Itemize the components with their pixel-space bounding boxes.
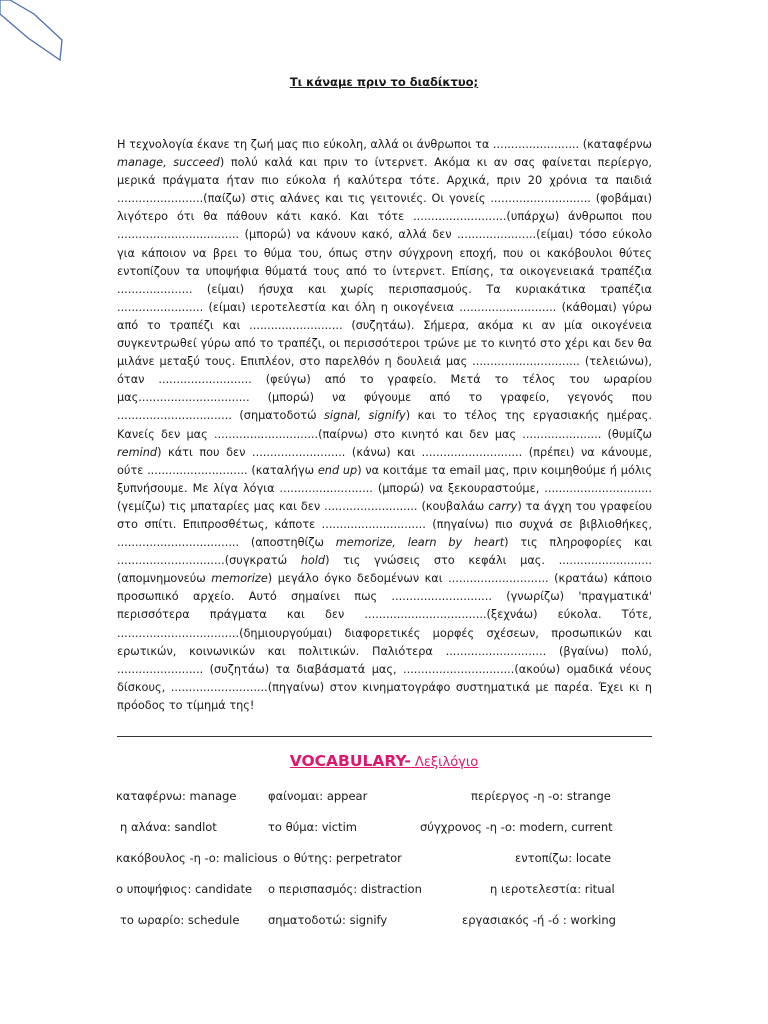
passage-italic-gloss: signal, signify [324,409,406,423]
vocab-item: ο περισπασμός: distraction [268,882,422,896]
passage-italic-gloss: memorize, learn by heart [335,536,505,550]
section-divider [117,736,652,737]
vocabulary-heading [0,752,768,770]
vocab-item: περίεργος -η -ο: strange [471,789,611,803]
passage-text: ) τα άγχη του γραφείου στο σπίτι. Επιπροσθέτως, κάποτε ............................. (πηγαίνω) πιο συχνά σε βιβλιοθήκες, .................................. (αποστηθίζω [117,499,652,550]
vocab-item: σύγχρονος -η -ο: modern, current [420,820,613,834]
vocab-item: εργασιακός -ή -ό : working [462,913,616,927]
passage-italic-gloss: hold [300,554,326,568]
passage-italic-gloss: end up [317,463,358,477]
vocab-row [0,882,768,898]
passage-text: ) να κοιτάμε τα email μας, πριν κοιμηθούμε ή μόλις ξυπνήσουμε. Με λίγα λόγια .......................... (μπορώ) να ξεκουραστούμε, .............................. (γεμίζω) τις μπαταρίες μας και δεν .......................... (κουβαλάω [117,463,652,513]
passage-text: ) και το τέλος της εργασιακής ημέρας. Κανείς δεν μας .............................(παίρνω) στο κινητό και δεν μας ...................... (θυμίζω [117,409,652,441]
vocab-item: η αλάνα: sandlot [120,820,217,834]
page-corner-arrow-shape [0,0,70,70]
vocabulary-subtitle: Λεξιλόγιο [410,755,479,770]
passage-text: ) μεγάλο όγκο δεδομένων και ............................ (κρατάω) κάποιο προσωπικό αρχείο. Αυτό σημαίνει πως ............................ (γνωρίζω) 'πραγματικά' περισσότερα πράγματα και δεν ..................................(ξεχνάω) εύκολα. Τότε, ..................................(δημιουργούμαι) διαφορετικές μορφές σχέσεων, προσωπικών και ερωτικών, κοινωνικών και πολιτικών. Παλιότερα ............................ (βγαίνω) πολύ, ........................ (συζητάω) τα διαβάσματά μας, ...............................(ακούω) ομαδικά νέους δίσκους, ...........................(πηγαίνω) στον κινηματογράφο συστηματικά με παρέα. Έχει κι η πρόοδος το τίμημά της! [117,572,652,712]
vocab-item: εντοπίζω: locate [515,851,612,865]
vocab-row [0,851,768,867]
passage-italic-gloss: remind [117,445,158,459]
vocab-item: σηματοδοτώ: signify [268,913,388,927]
passage-italic-gloss: carry [488,499,518,513]
vocab-item: η ιεροτελεστία: ritual [490,882,615,896]
vocab-row [0,820,768,836]
passage-text: Η τεχνολογία έκανε τη ζωή μας πιο εύκολη, αλλά οι άνθρωποι τα ........................ (καταφέρνω [117,138,652,151]
vocab-item: ο υποψήφιος: candidate [116,882,253,896]
page-title: Τι κάναμε πριν το διαδίκτυο; [289,75,479,89]
passage-italic-gloss: manage, succeed [117,156,220,170]
vocab-row [0,913,768,929]
vocab-row [0,789,768,805]
passage-italic-gloss: memorize [211,572,268,586]
exercise-passage [117,136,652,715]
passage-text: ) τις πληροφορίες και ..............................(συγκρατώ [117,536,652,568]
vocab-item: το ωραρίο: schedule [120,913,240,927]
vocab-item: το θύμα: victim [268,820,357,834]
passage-text: ) κάτι που δεν .......................... (κάνω) και ............................ (πρέπει) να κάνουμε, ούτε ............................ (καταλήγω [117,445,652,477]
vocab-item: ο θύτης: perpetrator [283,851,402,865]
vocab-item: κακόβουλος -η -ο: malicious [116,851,278,865]
vocab-item: καταφέρνω: manage [116,789,237,803]
passage-text: ) πολύ καλά και πριν το ίντερνετ. Ακόμα κι αν σας φαίνεται περίεργο, μερικά πράγματα ήταν πιο εύκολα ή καλύτερα τότε. Αρχικά, πριν 20 χρόνια τα παιδιά ........................(παίζω) στις αλάνες και τις γειτονιές. Οι γονείς ............................ (φοβάμαι) λιγότερο ότι θα πάθουν κάτι κακό. Και τότε ..........................(υπάρχω) άνθρωποι που .................................. (μπορώ) να κάνουν κακό, αλλά δεν ......................(είμαι) τόσο εύκολο για κάποιον να βρει το θύμα του, όπως στην σύγχρονη εποχή, που οι κακόβουλοι θύτες εντοπίζουν τα υποψήφια θύματά τους από το ίντερνετ. Επίσης, τα οικογενειακά τραπέζια ..................... (είμαι) ήσυχα και χωρίς περισπασμούς. Τα κυριακάτικα τραπέζια ........................ (είμαι) ιεροτελεστία και όλη η οικογένεια ........................... (κάθομαι) γύρω από το τραπέζι και .......................... (συζητάω). Σήμερα, ακόμα κι αν μία οικογένεια συγκεντρωθεί γύρω από το τραπέζι, οι περισσότεροι τρώνε με το κινητό στο χέρι και δεν θα μιλάνε μεταξύ τους. Επιπλέον, στο παρελθόν η δουλειά μας .............................. (τελειώνω), όταν .......................... (φεύγω) από το γραφείο. Μετά το τέλος του ωραρίου μας............................... (μπορώ) να φύγουμε από το γραφείο, γεγονός που ................................ (σηματοδοτώ [117,156,653,423]
vocabulary-title: VOCABULARY- [289,752,411,770]
passage-text: ) τις γνώσεις στο κεφάλι μας. .......................... (απομνημονεύω [117,554,652,586]
vocab-item: φαίνομαι: appear [268,789,368,803]
